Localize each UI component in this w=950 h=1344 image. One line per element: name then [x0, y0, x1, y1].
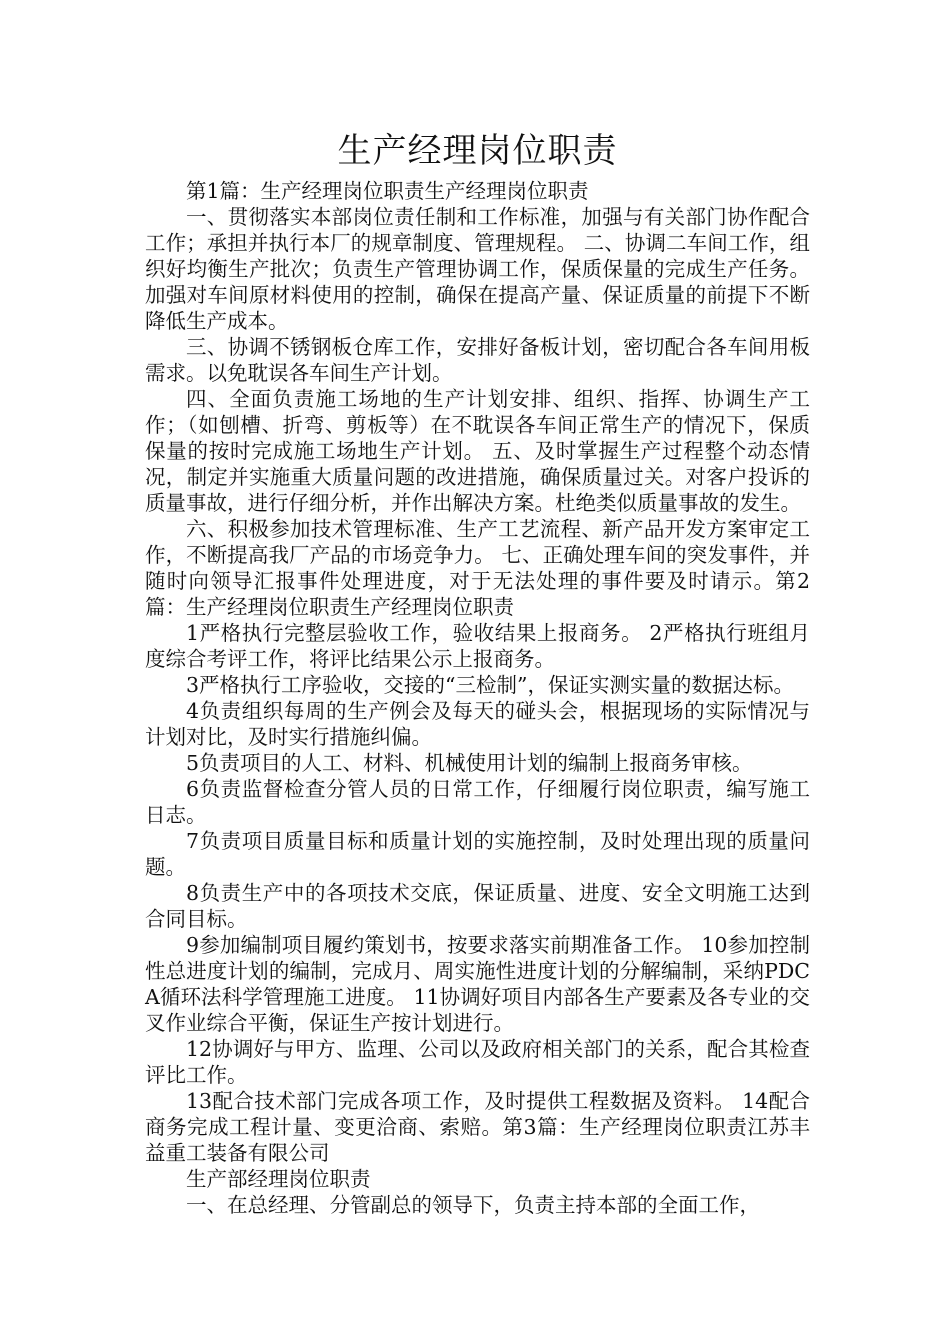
paragraph-5: 六、积极参加技术管理标准、生产工艺流程、新产品开发方案审定工作，不断提高我厂产品的市场竞争力。 七、正确处理车间的突发事件，并随时向领导汇报事件处理进度，对于无法处理的事件要及时请示。第2篇：生产经理岗位职责生产经理岗位职责 [145, 517, 810, 619]
paragraph-15: 13配合技术部门完成各项工作，及时提供工程数据及资料。 14配合商务完成工程计量、变更洽商、索赔。第3篇：生产经理岗位职责江苏丰益重工装备有限公司 [145, 1089, 810, 1165]
section-subheading: 生产部经理岗位职责 [186, 1167, 371, 1191]
document-page [145, 128, 810, 1218]
paragraph-14: 12协调好与甲方、监理、公司以及政府相关部门的关系，配合其检查评比工作。 [145, 1037, 810, 1087]
paragraph-3: 三、协调不锈钢板仓库工作，安排好备板计划，密切配合各车间用板需求。以免耽误各车间生产计划。 [145, 335, 810, 385]
paragraph-17: 一、在总经理、分管副总的领导下，负责主持本部的全面工作， [186, 1193, 760, 1217]
paragraph-4: 四、全面负责施工场地的生产计划安排、组织、指挥、协调生产工作；（如刨槽、折弯、剪板等）在不耽误各车间正常生产的情况下，保质保量的按时完成施工场地生产计划。 五、及时掌握生产过程整个动态情况，制定并实施重大质量问题的改进措施，确保质量过关。对客户投诉的质量事故，进行仔细分析，并作出解决方案。杜绝类似质量事故的发生。 [145, 387, 810, 515]
paragraph-2: 一、贯彻落实本部岗位责任制和工作标准，加强与有关部门协作配合工作；承担并执行本厂的规章制度、管理规程。 二、协调二车间工作，组织好均衡生产批次；负责生产管理协调工作，保质保量的完成生产任务。加强对车间原材料使用的控制，确保在提高产量、保证质量的前提下不断降低生产成本。 [145, 205, 810, 333]
paragraph-13: 9参加编制项目履约策划书，按要求落实前期准备工作。 10参加控制性总进度计划的编制，完成月、周实施性进度计划的分解编制，采纳PDCA循环法科学管理施工进度。 11协调好项目内部各生产要素及各专业的交叉作业综合平衡，保证生产按计划进行。 [145, 933, 810, 1035]
paragraph-11: 7负责项目质量目标和质量计划的实施控制，及时处理出现的质量问题。 [145, 829, 810, 879]
paragraph-9: 5负责项目的人工、材料、机械使用计划的编制上报商务审核。 [186, 751, 753, 775]
paragraph-12: 8负责生产中的各项技术交底，保证质量、进度、安全文明施工达到合同目标。 [145, 881, 810, 931]
paragraph-7: 3严格执行工序验收，交接的“三检制”，保证实测实量的数据达标。 [186, 673, 795, 697]
paragraph-1: 第1篇：生产经理岗位职责生产经理岗位职责 [186, 179, 589, 203]
document-title: 生产经理岗位职责 [337, 131, 618, 171]
paragraph-6: 1严格执行完整层验收工作，验收结果上报商务。 2严格执行班组月度综合考评工作，将评比结果公示上报商务。 [145, 621, 810, 671]
paragraph-10: 6负责监督检查分管人员的日常工作，仔细履行岗位职责，编写施工日志。 [145, 777, 810, 827]
paragraph-8: 4负责组织每周的生产例会及每天的碰头会，根据现场的实际情况与计划对比，及时实行措施纠偏。 [145, 699, 810, 749]
